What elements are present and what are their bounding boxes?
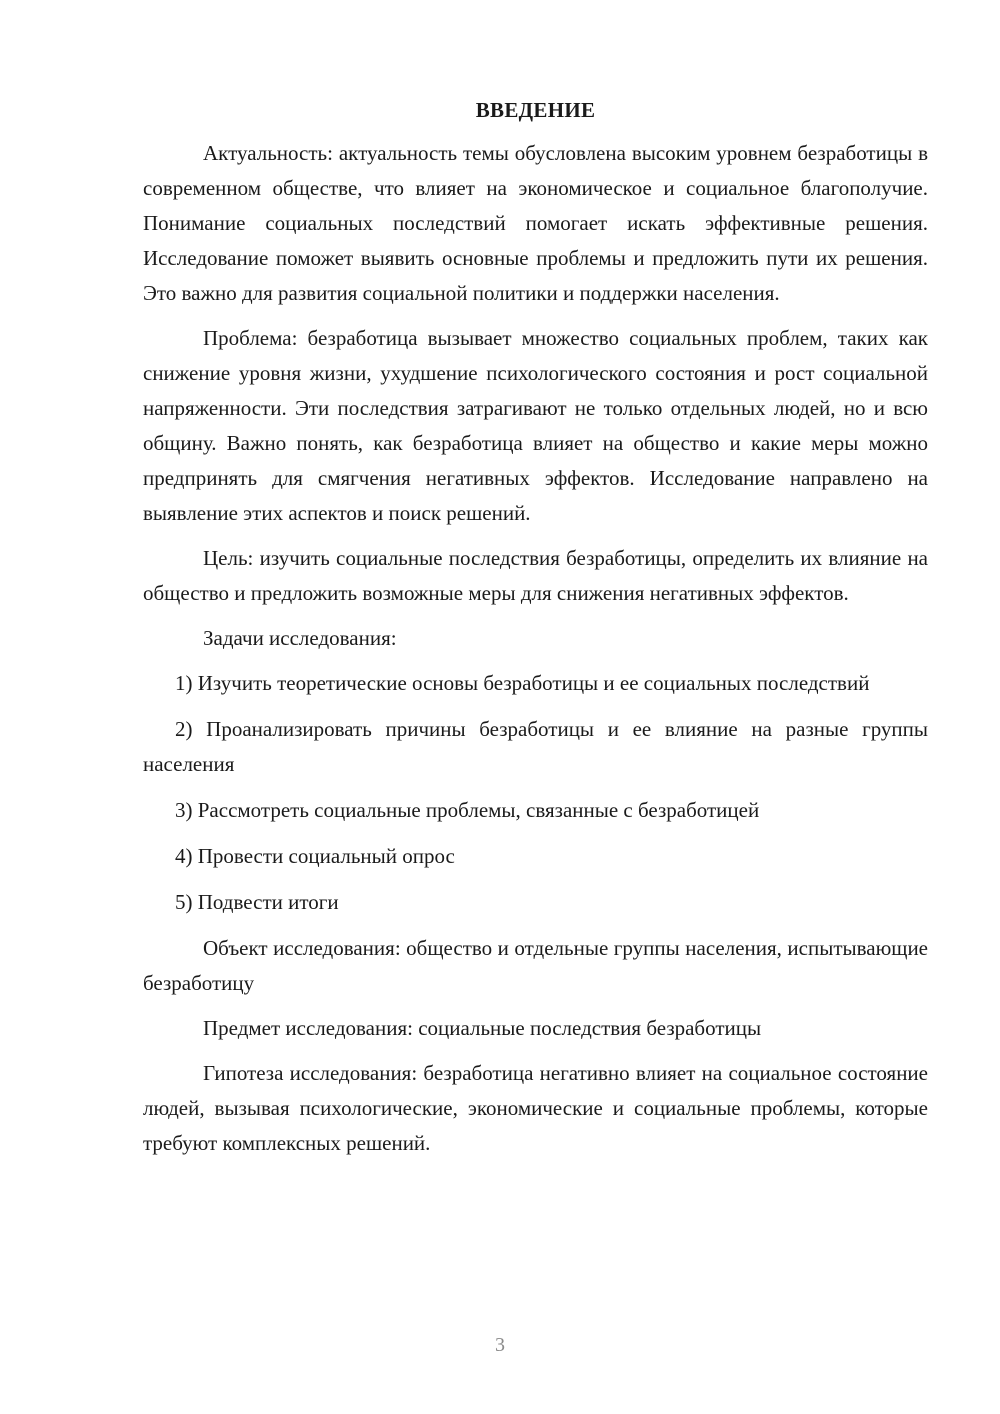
paragraph-problem: Проблема: безработица вызывает множество социальных проблем, таких как снижение уровня жизни, ухудшение психологического состояния и рост социальной напряженности. Эти последствия затрагивают не только отдельных людей, но и всю общину. Важно понять, как безработица влияет на общество и какие меры можно предпринять для смягчения негативных эффектов. Исследование направлено на выявление этих аспектов и поиск решений. xyxy=(143,326,928,525)
section-heading: ВВЕДЕНИЕ xyxy=(475,98,596,122)
paragraph-subject: Предмет исследования: социальные последствия безработицы xyxy=(203,1016,762,1040)
task-item-3: 3) Рассмотреть социальные проблемы, связанные с безработицей xyxy=(175,798,760,822)
task-item-1: 1) Изучить теоретические основы безработицы и ее социальных последствий xyxy=(175,671,870,695)
task-item-5: 5) Подвести итоги xyxy=(175,890,339,914)
document-page xyxy=(143,95,928,1171)
task-item-4: 4) Провести социальный опрос xyxy=(175,844,455,868)
tasks-title: Задачи исследования: xyxy=(203,626,397,650)
page-number: 3 xyxy=(495,1334,505,1356)
paragraph-relevance: Актуальность: актуальность темы обусловлена высоким уровнем безработицы в современном обществе, что влияет на экономическое и социальное благополучие. Понимание социальных последствий помогает искать эффективные решения. Исследование поможет выявить основные проблемы и предложить пути их решения. Это важно для развития социальной политики и поддержки населения. xyxy=(143,141,928,305)
task-item-2: 2) Проанализировать причины безработицы и ее влияние на разные группы населения xyxy=(143,717,928,776)
paragraph-goal: Цель: изучить социальные последствия безработицы, определить их влияние на общество и предложить возможные меры для снижения негативных эффектов. xyxy=(143,546,928,605)
paragraph-hypothesis: Гипотеза исследования: безработица негативно влияет на социальное состояние людей, вызывая психологические, экономические и социальные проблемы, которые требуют комплексных решений. xyxy=(143,1061,928,1155)
paragraph-object: Объект исследования: общество и отдельные группы населения, испытывающие безработицу xyxy=(143,936,928,995)
